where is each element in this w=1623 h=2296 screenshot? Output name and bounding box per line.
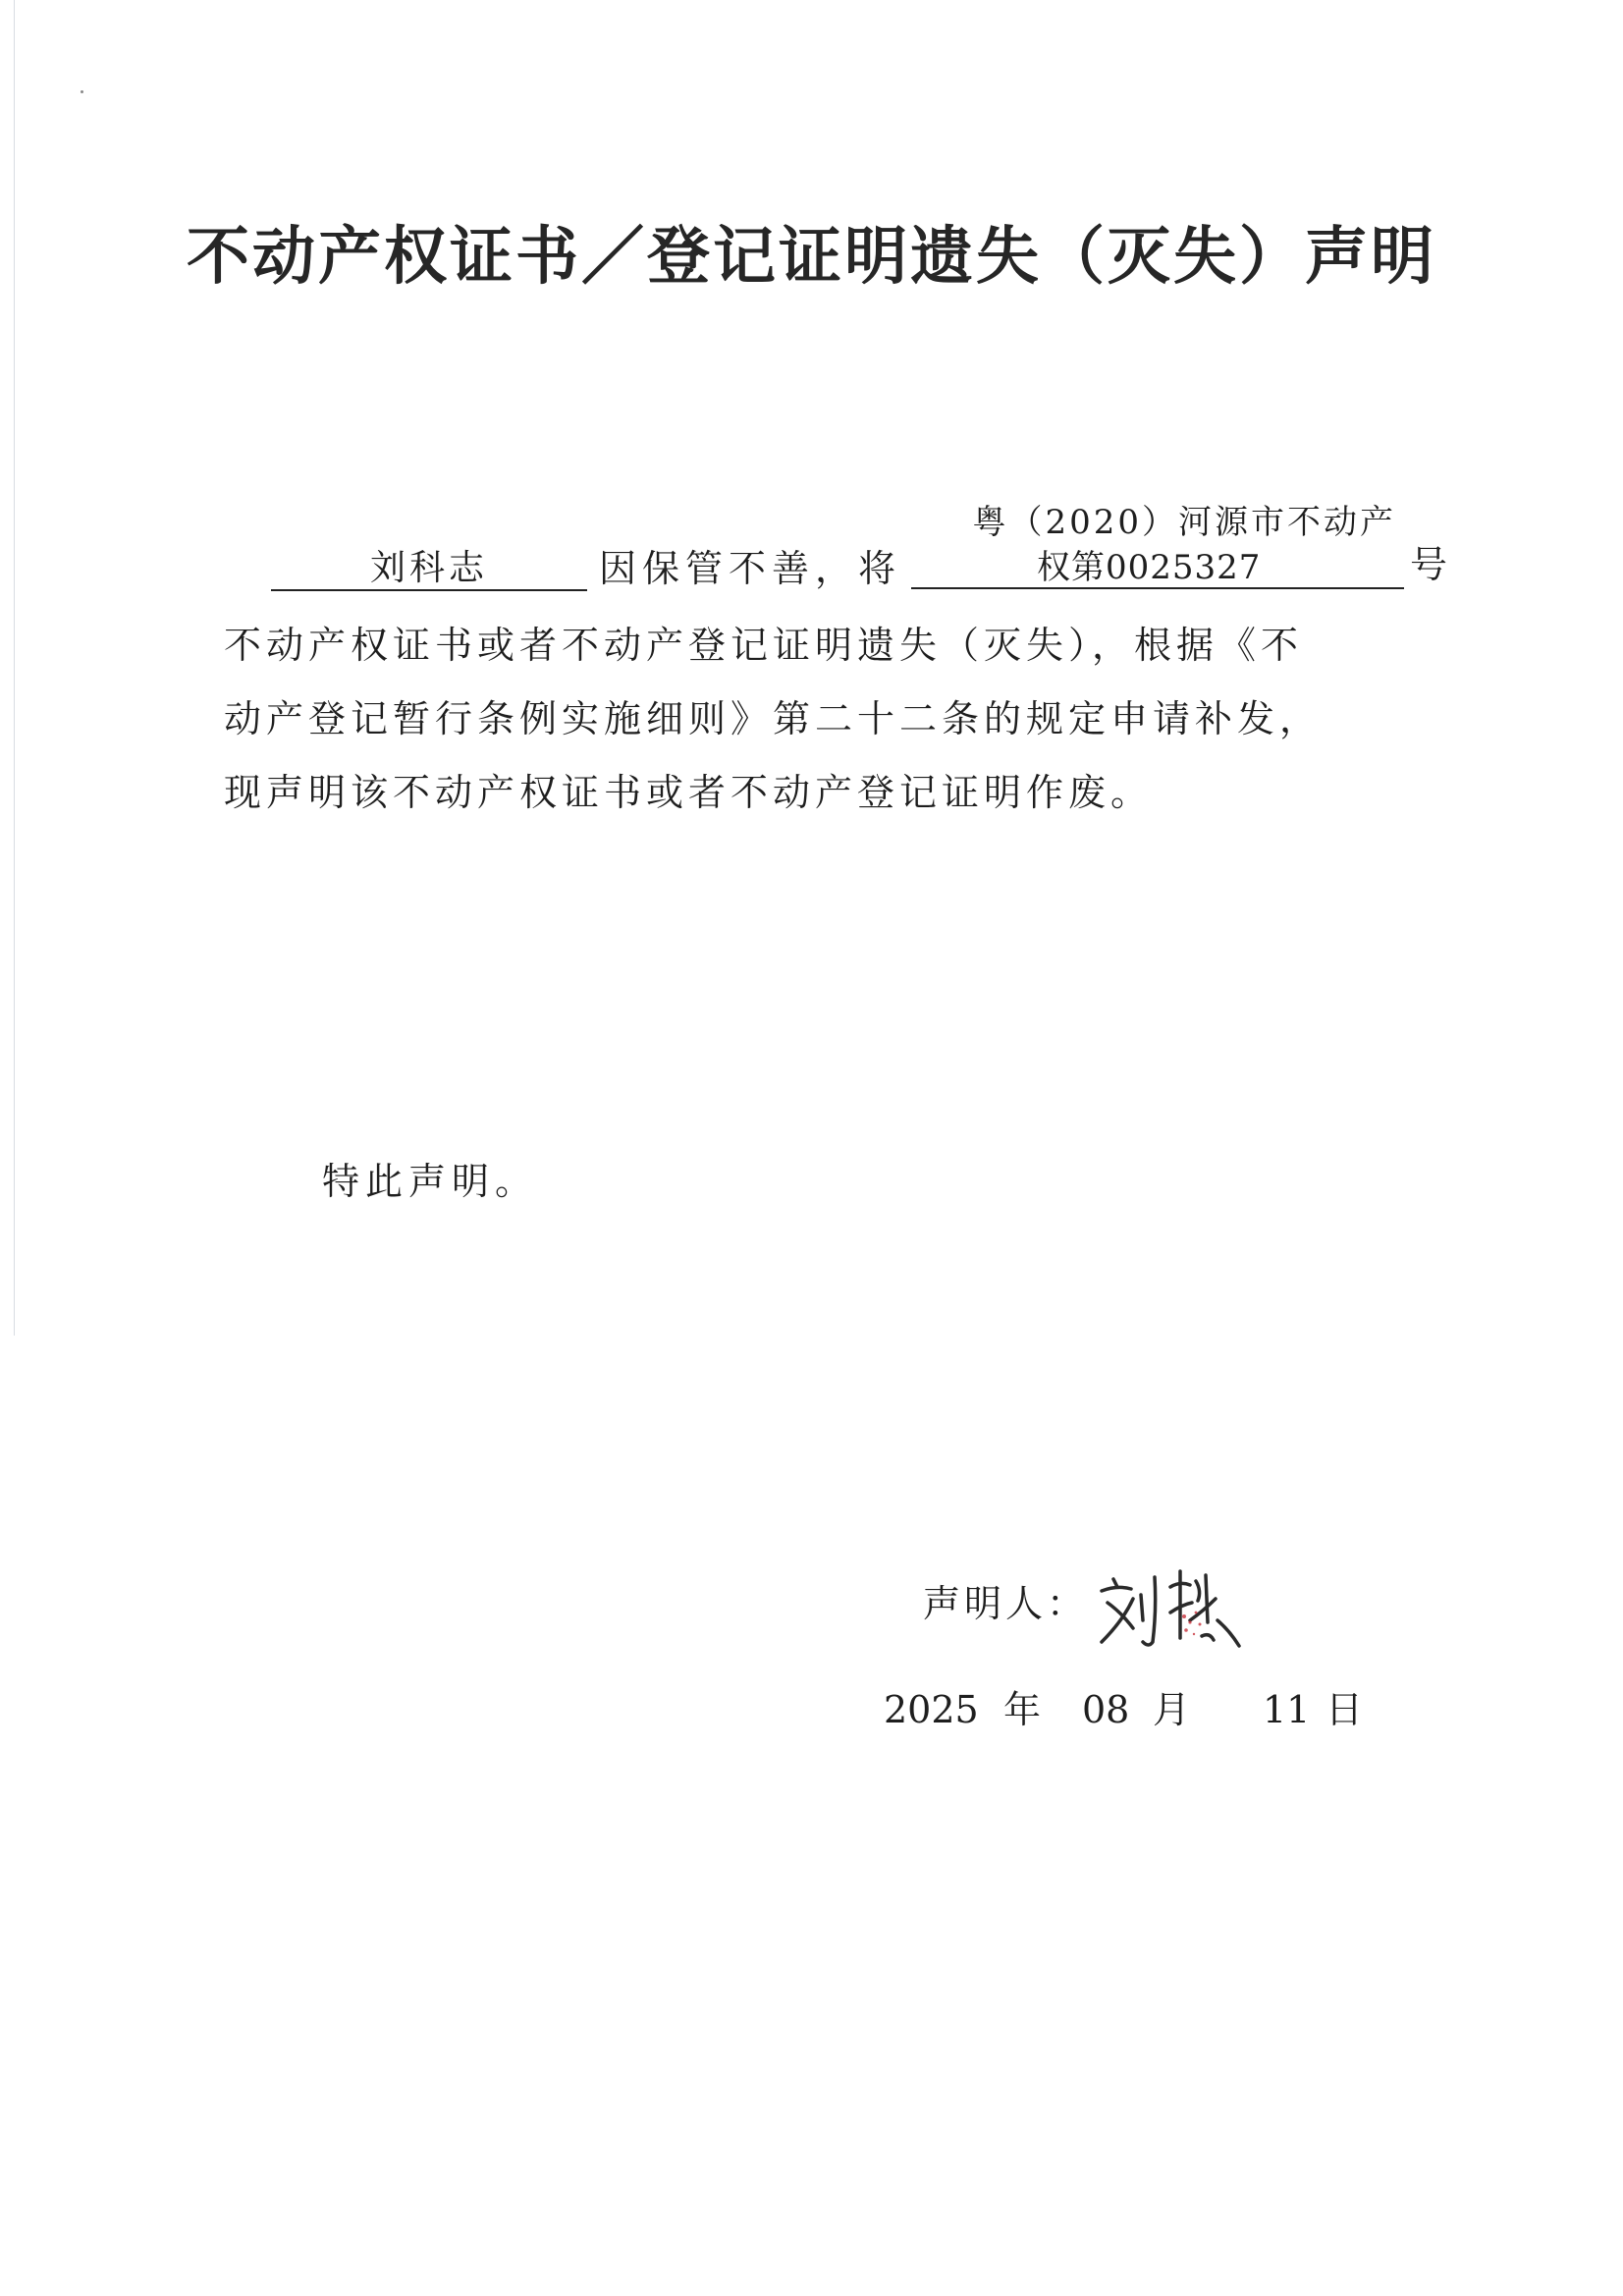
- date-year: 2025: [884, 1688, 979, 1731]
- body-line: 不动产权证书或者不动产登记证明遗失（灭失），根据《不: [224, 624, 1304, 667]
- closing-statement: 特此声明。: [322, 1160, 539, 1203]
- certificate-number-line2: 权第0025327: [1037, 548, 1262, 587]
- applicant-name: 刘科志: [369, 548, 488, 588]
- statement-body: [224, 609, 1422, 830]
- declarant-signature-row: [923, 1552, 1512, 1660]
- certificate-number-line1: 粤（2020）河源市不动产: [972, 503, 1396, 542]
- date-year-char: 年: [1003, 1688, 1042, 1731]
- date-day-char: 日: [1325, 1688, 1364, 1731]
- date-month: 08: [1082, 1688, 1130, 1731]
- declaration-date: [884, 1679, 1363, 1733]
- text-before-cert: 因保管不善，将: [599, 547, 902, 590]
- declarant-label: 声明人：: [923, 1582, 1089, 1625]
- certificate-number-field: [911, 491, 1404, 589]
- page-title: 不动产权证书／登记证明遗失（灭失）声明: [187, 221, 1436, 294]
- statement-first-line: [0, 491, 1623, 599]
- date-month-char: 月: [1153, 1688, 1191, 1731]
- text-after-cert: 号: [1410, 543, 1448, 586]
- scan-speck: [81, 90, 83, 93]
- applicant-name-field: [271, 538, 587, 591]
- handwritten-signature: [1088, 1552, 1245, 1660]
- date-day: 11: [1263, 1688, 1311, 1731]
- body-line: 动产登记暂行条例实施细则》第二十二条的规定申请补发，: [224, 697, 1323, 740]
- body-line: 现声明该不动产权证书或者不动产登记证明作废。: [224, 771, 1154, 814]
- scan-edge: [14, 0, 15, 1336]
